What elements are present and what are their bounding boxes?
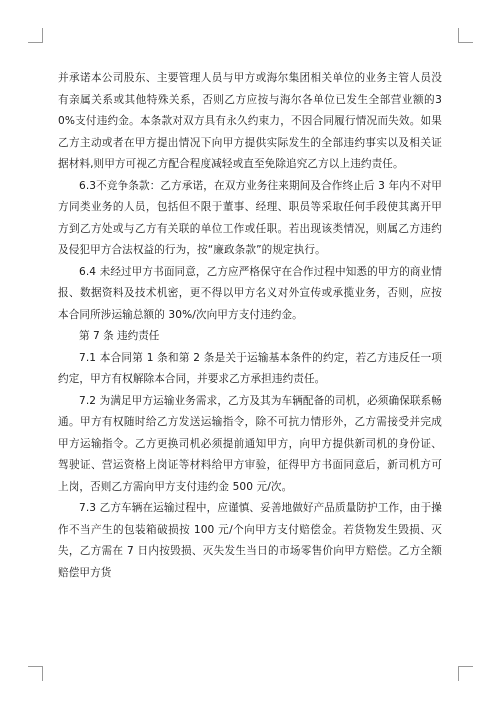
paragraph-6-4: 6.4 未经过甲方书面同意，乙方应严格保守在合作过程中知悉的甲方的商业情报、数据资料及技术机密，更不得以甲方名义对外宣传或承揽业务，否则，应按本合同所涉运输总额的 30%/次向甲方支付违约金。: [58, 265, 442, 321]
crop-mark-top-left: [28, 28, 43, 43]
paragraph-7-2: 7.2 为满足甲方运输业务需求，乙方及其为车辆配备的司机，必须确保联系畅通。甲方有权随时给乙方发送运输指令，除不可抗力情形外，乙方需接受并完成甲方运输指令。乙方更换司机必须提前通知甲方，向甲方提供新司机的身份证、驾驶证、营运资格上岗证等材料给甲方审验，征得甲方书面同意后，新司机方可上岗，否则乙方需向甲方支付违约金 500 元/次。: [58, 394, 442, 493]
document-body: [58, 68, 442, 584]
crop-mark-bottom-left: [28, 666, 43, 681]
crop-mark-top-right: [458, 28, 473, 43]
section-heading-article-7: 第 7 条 违约责任: [79, 330, 160, 342]
paragraph-7-1: 7.1 本合同第 1 条和第 2 条是关于运输基本条件的约定，若乙方违反任一项约定，甲方有权解除本合同，并要求乙方承担违约责任。: [58, 351, 442, 385]
paragraph-7-3: 7.3 乙方车辆在运输过程中，应谨慎、妥善地做好产品质量防护工作，由于操作不当产生的包装箱破损按 100 元/个向甲方支付赔偿金。若货物发生毁损、灭失，乙方需在 7 日内按毁损、灭失发生当日的市场零售价向甲方赔偿。乙方全额赔偿甲方货: [58, 502, 442, 579]
crop-mark-bottom-right: [458, 666, 473, 681]
paragraph-continuation: 并承诺本公司股东、主要管理人员与甲方或海尔集团相关单位的业务主管人员没有亲属关系或其他特殊关系，否则乙方应按与海尔各单位已发生全部营业额的30%支付违约金。本条款对双方具有永久约束力，不因合同履行情况而失效。如果乙方主动或者在甲方提出情况下向甲方提供实际发生的全部违约事实以及相关证据材料,则甲方可视乙方配合程度减轻或直至免除追究乙方以上违约责任。: [58, 72, 442, 170]
paragraph-6-3: 6.3不竞争条款：乙方承诺，在双方业务往来期间及合作终止后 3 年内不对甲方同类业务的人员，包括但不限于董事、经理、职员等采取任何手段使其离开甲方到乙方处或与乙方有关联的单位工作或任职。若出现该类情况，则属乙方违约及侵犯甲方合法权益的行为，按“廉政条款”的规定执行。: [58, 179, 442, 256]
